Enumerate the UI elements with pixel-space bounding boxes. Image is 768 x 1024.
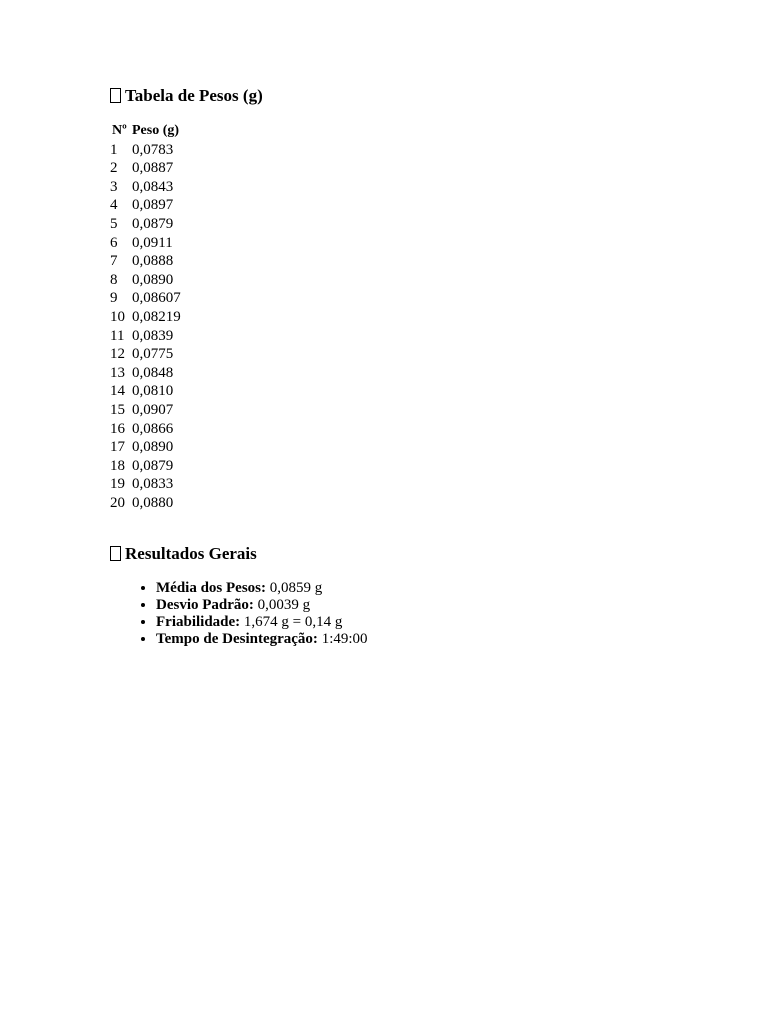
row-weight: 0,0879: [132, 457, 174, 474]
row-number: 8: [110, 271, 118, 288]
chart-icon: [110, 546, 121, 561]
row-weight: 0,0810: [132, 383, 174, 400]
row-weight: 0,0890: [132, 439, 174, 456]
table-row: [110, 196, 183, 215]
weights-heading-text: Tabela de Pesos (g): [125, 86, 263, 105]
row-number: 13: [110, 364, 125, 381]
result-value: 0,0039 g: [253, 597, 311, 614]
row-number: 12: [110, 346, 125, 363]
row-weight: 0,0890: [132, 271, 174, 288]
result-label: Friabilidade:: [156, 614, 241, 631]
table-row: [110, 438, 183, 457]
table-row: [110, 271, 183, 290]
result-value: 0,0859 g: [266, 580, 323, 597]
row-weight: 0,0839: [132, 327, 174, 344]
row-number: 4: [110, 197, 118, 214]
row-number: 20: [110, 494, 125, 511]
row-weight: 0,0911: [132, 234, 173, 251]
row-weight: 0,0783: [132, 141, 174, 158]
row-number: 19: [110, 476, 125, 493]
row-weight: 0,0848: [132, 364, 174, 381]
row-number: 1: [110, 141, 118, 158]
row-weight: 0,0887: [132, 160, 174, 177]
table-row: [110, 178, 183, 197]
results-heading-text: Resultados Gerais: [125, 544, 257, 564]
result-item: [156, 580, 710, 597]
result-item: [156, 631, 710, 648]
row-weight: 0,0833: [132, 476, 174, 493]
table-row: [110, 159, 183, 178]
result-value: 1,674 g = 0,14 g: [240, 614, 343, 631]
table-row: [110, 457, 183, 476]
row-number: 3: [110, 178, 118, 195]
result-label: Média dos Pesos:: [156, 580, 266, 597]
clipboard-icon: [110, 88, 121, 103]
table-row: [110, 308, 183, 327]
table-row: [110, 327, 183, 346]
column-header-number: Nº: [112, 123, 127, 138]
row-weight: 0,0775: [132, 346, 174, 363]
table-row: [110, 234, 183, 253]
result-value: 1:49:00: [317, 631, 368, 648]
result-item: [156, 614, 710, 631]
row-weight: 0,0843: [132, 178, 174, 195]
result-label: Desvio Padrão:: [156, 597, 254, 614]
table-row: [110, 215, 183, 234]
row-number: 15: [110, 401, 125, 418]
row-number: 2: [110, 160, 118, 177]
table-row: [110, 494, 183, 513]
weights-table-header-row: [110, 122, 183, 141]
row-weight: 0,0866: [132, 420, 174, 437]
column-header-weight: Peso (g): [132, 123, 180, 138]
row-weight: 0,08607: [132, 290, 181, 307]
table-row: [110, 364, 183, 383]
table-row: [110, 289, 183, 308]
row-number: 7: [110, 253, 118, 270]
results-list: [110, 580, 710, 648]
row-number: 17: [110, 439, 125, 456]
row-weight: 0,08219: [132, 308, 181, 325]
table-row: [110, 475, 183, 494]
row-number: 5: [110, 215, 118, 232]
results-heading: [110, 542, 710, 566]
row-number: 16: [110, 420, 125, 437]
row-weight: 0,0879: [132, 215, 174, 232]
table-row: [110, 141, 183, 160]
table-row: [110, 382, 183, 401]
row-number: 9: [110, 290, 118, 307]
table-row: [110, 401, 183, 420]
row-number: 18: [110, 457, 125, 474]
weights-heading: [110, 84, 710, 108]
weights-table: [110, 122, 183, 512]
row-weight: 0,0880: [132, 494, 174, 511]
row-number: 10: [110, 308, 125, 325]
table-row: [110, 252, 183, 271]
row-weight: 0,0888: [132, 253, 174, 270]
weights-table-body: [110, 141, 183, 513]
result-item: [156, 597, 710, 614]
row-number: 6: [110, 234, 118, 251]
row-weight: 0,0907: [132, 401, 174, 418]
table-row: [110, 345, 183, 364]
document-page: [110, 84, 710, 648]
row-weight: 0,0897: [132, 197, 174, 214]
row-number: 14: [110, 383, 125, 400]
result-label: Tempo de Desintegração:: [156, 631, 318, 648]
row-number: 11: [110, 327, 125, 344]
table-row: [110, 420, 183, 439]
